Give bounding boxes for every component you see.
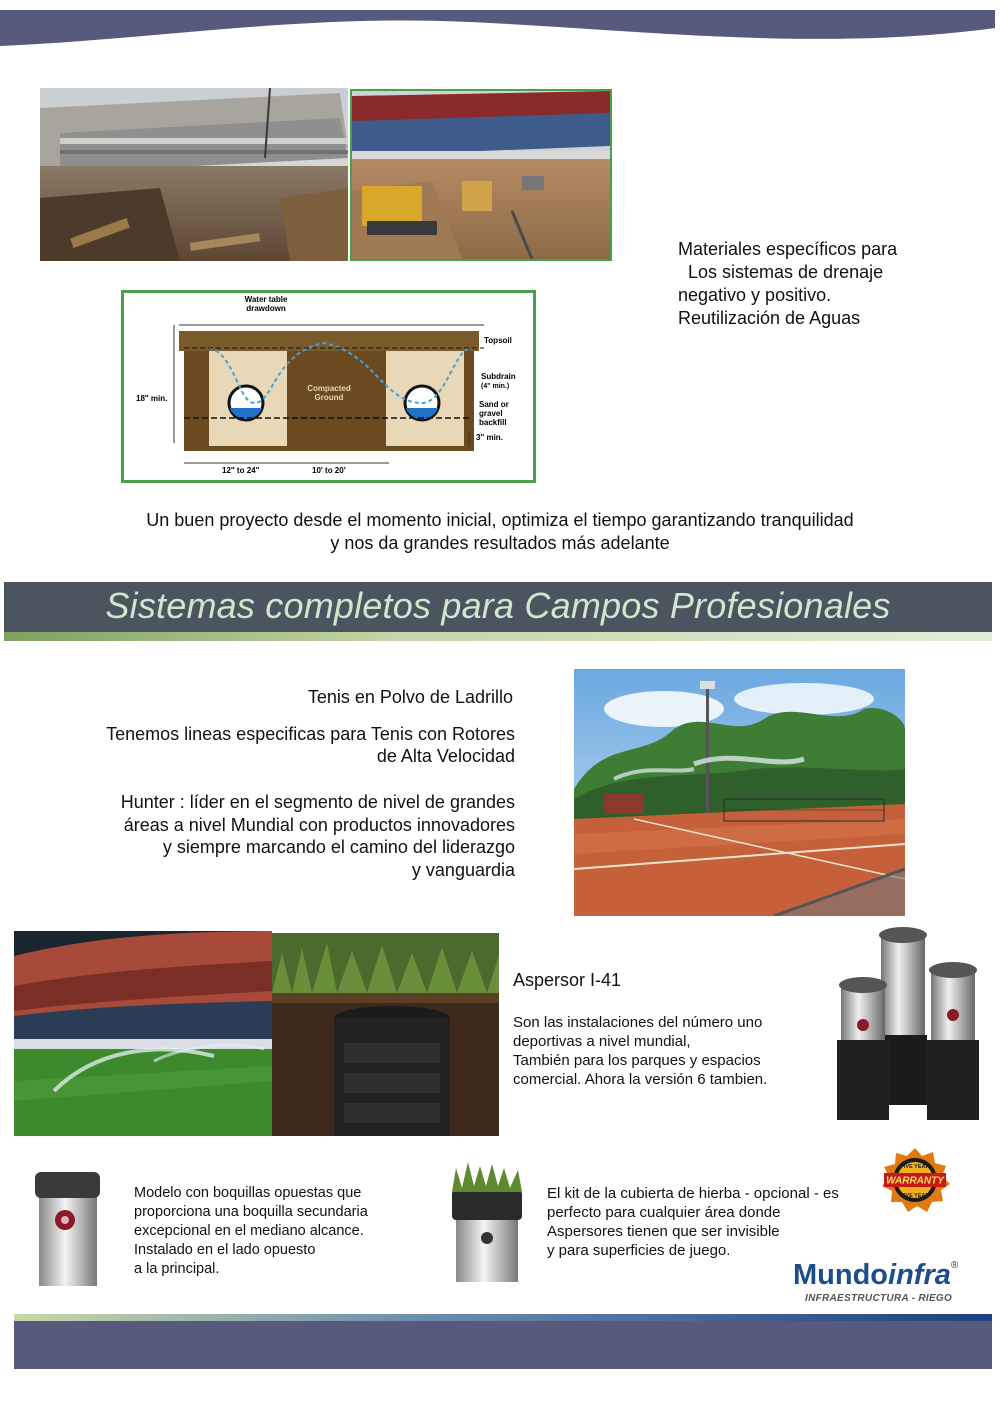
nozzle-line-3: excepcional en el mediano alcance. (134, 1223, 364, 1239)
tennis-court-photo (574, 669, 905, 916)
tennis-p1-line-2: de Alta Velocidad (376, 746, 515, 766)
warranty-seal-bottom: FIVE YEAR (900, 1193, 930, 1199)
tennis-p2-line-2: áreas a nivel Mundial con productos innovadores (123, 814, 515, 835)
diagram-label-width-b: 10' to 20' (312, 466, 346, 475)
quote-line-1: Un buen proyecto desde el momento inicial, optimiza el tiempo garantizando tranquilidad (146, 510, 854, 530)
sprinkler-line-4: comercial. Ahora la versión 6 tambien. (513, 1071, 768, 1088)
grass-kit-line-1: El kit de la cubierta de hierba - opcional - es (547, 1185, 839, 1202)
brand-name-part-1: Mundo (793, 1259, 889, 1291)
drainage-materials-text (678, 238, 978, 330)
nozzle-line-5: a la principal. (134, 1261, 220, 1277)
drainage-line-1: Materiales específicos para (678, 239, 898, 259)
tennis-paragraph-2 (40, 791, 515, 881)
footer-gradient-line (14, 1314, 992, 1321)
banner-underline (4, 632, 992, 641)
section-banner-title: Sistemas completos para Campos Profesionales (105, 585, 891, 626)
field-preparation-photo (350, 89, 612, 261)
sprinkler-description (513, 1013, 823, 1089)
diagram-label-subdrain: Subdrain (481, 372, 516, 381)
diagram-label-three-min: 3" min. (476, 433, 503, 442)
diagram-label-gravel: gravel (479, 409, 503, 418)
sprinkler-title: Aspersor I-41 (513, 970, 622, 990)
diagram-label-subdrain-min: (4" min.) (481, 383, 510, 390)
section-banner (4, 582, 992, 632)
diagram-label-backfill: backfill (479, 418, 507, 427)
tennis-paragraph-1 (40, 723, 515, 767)
tennis-p2-line-4: y vanguardia (411, 859, 515, 880)
diagram-label-compacted: Compacted (307, 384, 351, 393)
diagram-label-width-a: 12" to 24" (222, 466, 260, 475)
buried-rotor-photo (272, 933, 499, 1136)
warranty-seal-top: FIVE YEAR (900, 1164, 930, 1170)
warranty-seal-text: WARRANTY (886, 1175, 944, 1187)
brand-registered-mark: ® (950, 1260, 959, 1271)
diagram-label-sand: Sand or (479, 400, 509, 409)
brand-logo (793, 1257, 973, 1293)
grass-cover-kit-image (446, 1160, 526, 1282)
grass-kit-line-2: perfecto para cualquier área donde (547, 1204, 781, 1221)
nozzle-line-4: Instalado en el lado opuesto (134, 1242, 316, 1258)
diagram-label-topsoil: Topsoil (484, 336, 512, 345)
nozzle-line-1: Modelo con boquillas opuestas que (134, 1185, 362, 1201)
nozzle-line-2: proporciona una boquilla secundaria (134, 1204, 368, 1220)
sprinkler-line-3: También para los parques y espacios (513, 1052, 761, 1069)
brand-name-part-2: infra (888, 1259, 951, 1291)
diagram-label-drawdown: drawdown (246, 304, 286, 313)
stadium-sprinkler-photo (14, 931, 272, 1136)
tennis-p1-line-1: Tenemos lineas especificas para Tenis con Rotores (106, 724, 515, 744)
project-quote (60, 509, 940, 555)
sprinkler-line-1: Son las instalaciones del número uno (513, 1014, 763, 1031)
brand-tagline: INFRAESTRUCTURA - RIEGO (805, 1293, 953, 1304)
drainage-line-3: negativo y positivo. (678, 285, 832, 305)
tennis-p2-line-3: y siempre marcando el camino del liderazgo (162, 837, 515, 857)
drainage-line-4: Reutilización de Aguas (678, 308, 861, 328)
subdrain-diagram (121, 290, 536, 483)
warranty-seal-icon (878, 1146, 952, 1214)
diagram-label-ground: Ground (314, 393, 344, 402)
sprinkler-line-2: deportivas a nivel mundial, (513, 1033, 691, 1050)
nozzle-rotor-image (35, 1168, 100, 1286)
nozzle-description (134, 1184, 414, 1279)
tennis-heading: Tenis en Polvo de Ladrillo (307, 687, 513, 707)
grass-kit-line-3: Aspersores tienen que ser invisible (547, 1223, 780, 1240)
footer-bar (14, 1321, 992, 1369)
grass-kit-description (547, 1184, 887, 1260)
stadium-construction-photo (40, 88, 348, 261)
drainage-line-2: Los sistemas de drenaje (688, 262, 884, 282)
diagram-label-depth: 18" min. (136, 394, 168, 403)
header-wave (0, 0, 1000, 60)
tennis-p2-line-1: Hunter : líder en el segmento de nivel de grandes (120, 792, 515, 812)
diagram-label-water-table: Water table (244, 295, 288, 304)
rotor-heads-image (833, 925, 983, 1133)
quote-line-2: y nos da grandes resultados más adelante (330, 533, 670, 553)
grass-kit-line-4: y para superficies de juego. (547, 1242, 731, 1259)
